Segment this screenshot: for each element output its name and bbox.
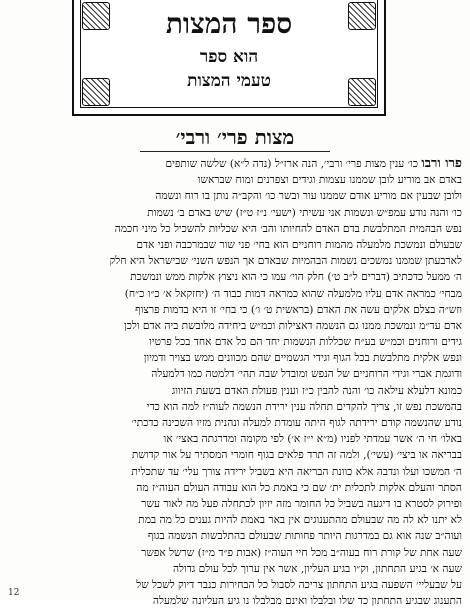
body-line: באלו׳ חי ה׳ אשר עמדתי לפניו (מ״א י״ז א׳) לפי מקומה ומדרגתה באצי׳ או (163, 433, 462, 446)
body-line: ה׳ ממעל כדכתיב (דברים ל״ב ט׳) חלק הוי׳ עמו כי הוא ניצוץ אלקות ממש ונמשכת (130, 271, 462, 284)
body-line: על שבעליי׳ השפעה בגיע התחתון צריכה לסבול כל הבחירות כנבר דיוק לשכל של (136, 578, 462, 591)
body-line: ה׳ המשכו ועלו ונדבה אלא כוונת הבריאה היא בשביל ירידה צורך עלי׳ עד שתכלית (131, 465, 462, 478)
body-line: בהמשכת נפש זו, צריך להקדים תחלה ענין ירידת הנשמה לעוה״ז למה הוא כדי (146, 400, 462, 413)
body-line: כו׳ והנה נודע עמפ״ש ונשמות אני עשיתי (ישעי׳ נ״ז ט״ז) שיש באדם ב׳ נשמות (147, 206, 462, 219)
body-line: וזש״ה בצלם אלקים עשה את האדם (בראשית ט׳ ו׳) כי בחי׳ זו היא בדמות פרצוף (135, 303, 462, 316)
book-title: ספר המצות (165, 7, 293, 40)
body-line: ופירוק לסטרא בו דיגעה בשביל כל החומר מזה יזיון לכתחלה פעל מה לאור עשר (141, 497, 462, 510)
body-line: מבחי׳ כמראה אדם עליו מלמעלה שהוא כמראה דמות כבוד ה׳ (יחזקאל א׳ כ״ו כ״ח) (124, 287, 462, 300)
body-line: נודע שהנשמה קודם ירידתה לגוף היתה עומדת למעלה ונהנית מזיו השכינה כדכתי׳ (131, 417, 462, 429)
body-line: ונפש אלקית מתלבשת בכל הגוף וגידי הגשמיים שהם מכוונים ממש בצויר ודמיון (143, 352, 462, 365)
body-line: לא יתנו לא לה מה שבעולם מהתענוגים אין באר באמת להיות גענים כל מה במת (138, 514, 462, 527)
body-line: פרו ורבו כו׳ ענין מצות פרי׳ ורבי׳, הנה ארז״ל (נדה ל״א) שלשה שותפים (165, 156, 462, 171)
body-line: שבעולם ונמשכת מלמעלה מהמות רוחניים הוא בחי׳ פני שור שבמרכבה ופני אדם (136, 238, 462, 251)
section-heading: מצות פרי׳ ורבי׳ (175, 125, 295, 149)
body-line: ולובן שבעין אם מוריע אודם שממנו עור ובשר כו׳ והקב״ה נותן בו רוח ונשמה (155, 190, 462, 203)
body-line: נפש הבהמית המתלבשת בדם האדם להחיותו והב׳ היא שכליות להשכיל כל מיני חכמה (114, 222, 462, 235)
body-line: ודוגמת אברי וגידי הרוחניים של הנפש ומובדל שבה תהי׳ דלמטה כמו דלמעלה (151, 368, 462, 381)
body-line: כמונא דלעלא עילאה כו׳ והנה להבין כ״ז וענין פעולת האדם בשעת הזיווג (171, 384, 462, 397)
body-line: באדם אב מוריע לובן שממנו עצמות וגידים וצפרנים ומוח שבראשו (197, 174, 462, 187)
book-subtitle-line2: טעמי המצות (187, 71, 271, 91)
page-number: 12 (8, 588, 20, 598)
title-frame (72, 0, 386, 116)
body-line: הסתר והעלם אלקות לתכלית ית׳ שם כי באמת כל הוא עבודה העולם העוה״ז מה (136, 481, 462, 494)
body-line: שעה אחת של קורת רוח בעוה״ב מכל חיי העוה״ז (אבות פ״ד מ״ז) שרשל אפשר (141, 546, 462, 559)
body-line: גידים ורוחנים וכמ״ש בע״ח שכללות הנשמות יחד הם כל אדם אחד בכל פרטיו (149, 336, 462, 349)
body-line: שעה א׳ בגיע התחתון, וק״ו בגיע העליון, אשר אין ערוך לכל עולם גדולה (172, 562, 462, 575)
heading-divider (140, 151, 330, 152)
body-line: אדם עד״מ ונמשכת ממנו גם הנשמה דאצילות וכמ״ש ביחידה מלובשת ביה אדם ולכן (124, 319, 462, 332)
lead-words: פרו ורבו (421, 156, 462, 171)
body-line: לארבעתן שממנו נמשכים נשמות הבהמיות שבאדם אך הנפש השני׳ שבישראל היא חלק (109, 255, 462, 268)
book-subtitle-line1: הוא ספר (199, 47, 259, 67)
body-line: ועוה״ב שנה אוא גם במדרגות היותר פחותות שבעולם בהתלבשות הנשמה בגוף (147, 530, 462, 543)
body-line: התענוג שבגיע התחתון כד שלו ובלבלו ואינם מבלבלו נו גיע העליונה שלמעלה (152, 595, 462, 608)
body-line: בבריאה או ביצי׳ (עשי׳), ולמה זה תרד פלאים בגוף חומרי המסתיר על אור קדושת (131, 449, 462, 462)
